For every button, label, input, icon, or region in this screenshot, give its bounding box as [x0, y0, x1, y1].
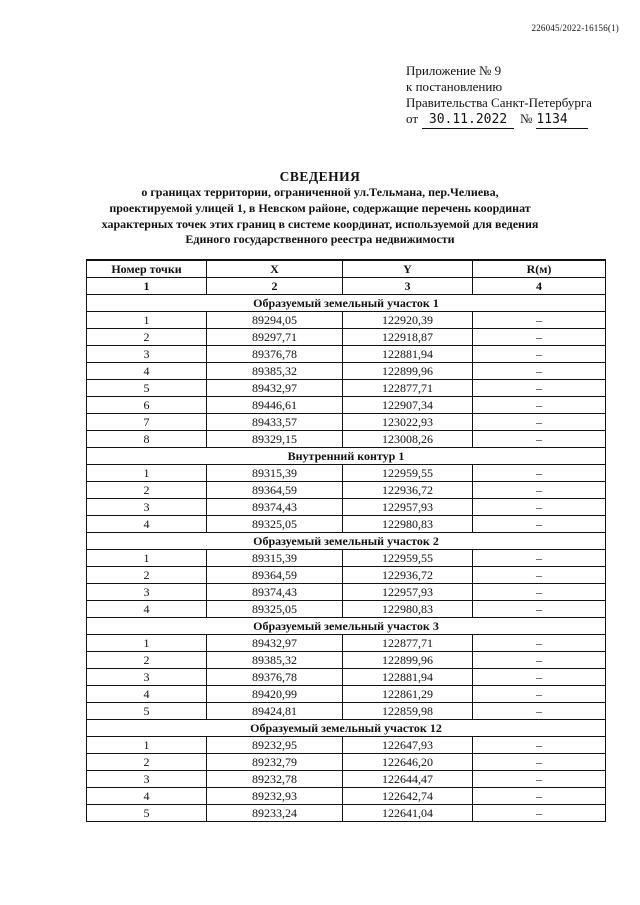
cell-radius: – [473, 771, 606, 788]
cell-y: 122959,55 [343, 550, 473, 567]
table-row [87, 363, 606, 380]
cell-radius: – [473, 686, 606, 703]
cell-y: 122899,96 [343, 363, 473, 380]
document-title: СВЕДЕНИЯ [279, 169, 361, 184]
cell-x: 89232,78 [207, 771, 343, 788]
cell-y: 122881,94 [343, 346, 473, 363]
appendix-block [406, 63, 592, 129]
cell-radius: – [473, 516, 606, 533]
cell-y: 122959,55 [343, 465, 473, 482]
table-row [87, 771, 606, 788]
cell-y: 122642,74 [343, 788, 473, 805]
cell-point-number: 1 [87, 312, 207, 329]
table-row [87, 346, 606, 363]
subtitle-line-4: Единого государственного реестра недвижимости [185, 232, 455, 247]
table-row [87, 567, 606, 584]
cell-point-number: 5 [87, 805, 207, 822]
cell-point-number: 3 [87, 669, 207, 686]
section-row [87, 448, 606, 465]
cell-y: 122877,71 [343, 380, 473, 397]
cell-point-number: 5 [87, 380, 207, 397]
table-row [87, 499, 606, 516]
section-title: Образуемый земельный участок 2 [87, 533, 606, 550]
cell-x: 89232,79 [207, 754, 343, 771]
date-prefix: от [406, 111, 419, 126]
cell-x: 89329,15 [207, 431, 343, 448]
cell-point-number: 3 [87, 584, 207, 601]
cell-radius: – [473, 414, 606, 431]
cell-x: 89364,59 [207, 482, 343, 499]
cell-y: 122957,93 [343, 584, 473, 601]
table-row [87, 584, 606, 601]
cell-point-number: 1 [87, 550, 207, 567]
cell-point-number: 4 [87, 788, 207, 805]
cell-point-number: 3 [87, 499, 207, 516]
cell-point-number: 2 [87, 329, 207, 346]
cell-y: 123022,93 [343, 414, 473, 431]
table-row [87, 754, 606, 771]
appendix-date-line [406, 111, 592, 129]
table-row [87, 380, 606, 397]
cell-y: 123008,26 [343, 431, 473, 448]
table-row [87, 550, 606, 567]
table-body [87, 295, 606, 822]
cell-radius: – [473, 329, 606, 346]
table-row [87, 601, 606, 618]
cell-x: 89432,97 [207, 380, 343, 397]
table-row [87, 329, 606, 346]
cell-radius: – [473, 312, 606, 329]
cell-radius: – [473, 465, 606, 482]
table-row [87, 312, 606, 329]
cell-y: 122899,96 [343, 652, 473, 669]
cell-x: 89233,24 [207, 805, 343, 822]
cell-y: 122646,20 [343, 754, 473, 771]
subtitle-line-2: проектируемой улицей 1, в Невском районе, содержащие перечень координат [109, 200, 531, 215]
cell-x: 89432,97 [207, 635, 343, 652]
cell-y: 122881,94 [343, 669, 473, 686]
cell-x: 89433,57 [207, 414, 343, 431]
cell-x: 89297,71 [207, 329, 343, 346]
document-heading [0, 169, 640, 248]
table-row [87, 431, 606, 448]
section-title: Образуемый земельный участок 1 [87, 295, 606, 312]
coordinates-table [86, 259, 606, 822]
cell-point-number: 8 [87, 431, 207, 448]
cell-x: 89294,05 [207, 312, 343, 329]
cell-point-number: 2 [87, 652, 207, 669]
appendix-line-2: к постановлению [406, 79, 503, 94]
section-title: Внутренний контур 1 [87, 448, 606, 465]
cell-y: 122920,39 [343, 312, 473, 329]
cell-radius: – [473, 754, 606, 771]
table-row [87, 635, 606, 652]
cell-radius: – [473, 346, 606, 363]
cell-y: 122907,34 [343, 397, 473, 414]
column-number: 1 [87, 278, 207, 295]
table-row [87, 686, 606, 703]
resolution-date: 30.11.2022 [422, 112, 514, 129]
table-row [87, 737, 606, 754]
section-title: Образуемый земельный участок 3 [87, 618, 606, 635]
cell-point-number: 5 [87, 703, 207, 720]
column-number: 2 [207, 278, 343, 295]
cell-x: 89374,43 [207, 499, 343, 516]
table-row [87, 652, 606, 669]
cell-y: 122980,83 [343, 516, 473, 533]
cell-point-number: 3 [87, 346, 207, 363]
cell-point-number: 6 [87, 397, 207, 414]
table-header-row [87, 260, 606, 278]
section-title: Образуемый земельный участок 12 [87, 720, 606, 737]
cell-y: 122936,72 [343, 482, 473, 499]
appendix-line-3: Правительства Санкт-Петербурга [406, 95, 592, 110]
cell-radius: – [473, 703, 606, 720]
table-row [87, 414, 606, 431]
cell-x: 89376,78 [207, 669, 343, 686]
cell-point-number: 4 [87, 686, 207, 703]
cell-x: 89325,05 [207, 516, 343, 533]
cell-y: 122877,71 [343, 635, 473, 652]
cell-radius: – [473, 550, 606, 567]
subtitle-line-3: характерных точек этих границ в системе координат, используемой для ведения [101, 216, 539, 231]
cell-radius: – [473, 482, 606, 499]
resolution-number: 1134 [536, 112, 588, 129]
table-row [87, 703, 606, 720]
appendix-line-1: Приложение № 9 [406, 63, 502, 78]
cell-point-number: 4 [87, 363, 207, 380]
cell-y: 122957,93 [343, 499, 473, 516]
table-row [87, 482, 606, 499]
header-y: Y [343, 260, 473, 278]
cell-y: 122647,93 [343, 737, 473, 754]
cell-x: 89385,32 [207, 363, 343, 380]
cell-x: 89232,95 [207, 737, 343, 754]
cell-point-number: 1 [87, 465, 207, 482]
table-row [87, 805, 606, 822]
column-number-row [87, 278, 606, 295]
subtitle-line-1: о границах территории, ограниченной ул.Тельмана, пер.Челиева, [141, 185, 499, 199]
cell-x: 89232,93 [207, 788, 343, 805]
header-x: X [207, 260, 343, 278]
table-row [87, 465, 606, 482]
cell-y: 122918,87 [343, 329, 473, 346]
cell-x: 89364,59 [207, 567, 343, 584]
cell-radius: – [473, 363, 606, 380]
cell-y: 122641,04 [343, 805, 473, 822]
cell-x: 89325,05 [207, 601, 343, 618]
cell-x: 89424,81 [207, 703, 343, 720]
cell-radius: – [473, 567, 606, 584]
table-row [87, 788, 606, 805]
cell-radius: – [473, 380, 606, 397]
cell-point-number: 3 [87, 771, 207, 788]
cell-point-number: 1 [87, 635, 207, 652]
cell-radius: – [473, 669, 606, 686]
header-point-number: Номер точки [87, 260, 207, 278]
cell-radius: – [473, 805, 606, 822]
column-number: 3 [343, 278, 473, 295]
number-prefix: № [520, 111, 533, 126]
column-number: 4 [473, 278, 606, 295]
cell-x: 89315,39 [207, 465, 343, 482]
cell-x: 89385,32 [207, 652, 343, 669]
header-radius: R(м) [473, 260, 606, 278]
cell-x: 89374,43 [207, 584, 343, 601]
cell-y: 122936,72 [343, 567, 473, 584]
cell-y: 122980,83 [343, 601, 473, 618]
cell-point-number: 4 [87, 516, 207, 533]
cell-radius: – [473, 652, 606, 669]
cell-radius: – [473, 635, 606, 652]
cell-y: 122859,98 [343, 703, 473, 720]
cell-point-number: 1 [87, 737, 207, 754]
section-row [87, 720, 606, 737]
table-row [87, 516, 606, 533]
section-row [87, 618, 606, 635]
cell-radius: – [473, 499, 606, 516]
cell-point-number: 2 [87, 754, 207, 771]
cell-radius: – [473, 601, 606, 618]
section-row [87, 533, 606, 550]
cell-radius: – [473, 737, 606, 754]
cell-point-number: 2 [87, 567, 207, 584]
cell-x: 89446,61 [207, 397, 343, 414]
cell-x: 89376,78 [207, 346, 343, 363]
table-row [87, 397, 606, 414]
cell-y: 122644,47 [343, 771, 473, 788]
cell-y: 122861,29 [343, 686, 473, 703]
cell-radius: – [473, 584, 606, 601]
cell-point-number: 4 [87, 601, 207, 618]
cell-x: 89420,99 [207, 686, 343, 703]
document-number: 226045/2022-16156(1) [531, 23, 619, 33]
cell-radius: – [473, 397, 606, 414]
cell-radius: – [473, 788, 606, 805]
cell-point-number: 2 [87, 482, 207, 499]
cell-x: 89315,39 [207, 550, 343, 567]
cell-point-number: 7 [87, 414, 207, 431]
section-row [87, 295, 606, 312]
table-row [87, 669, 606, 686]
cell-radius: – [473, 431, 606, 448]
